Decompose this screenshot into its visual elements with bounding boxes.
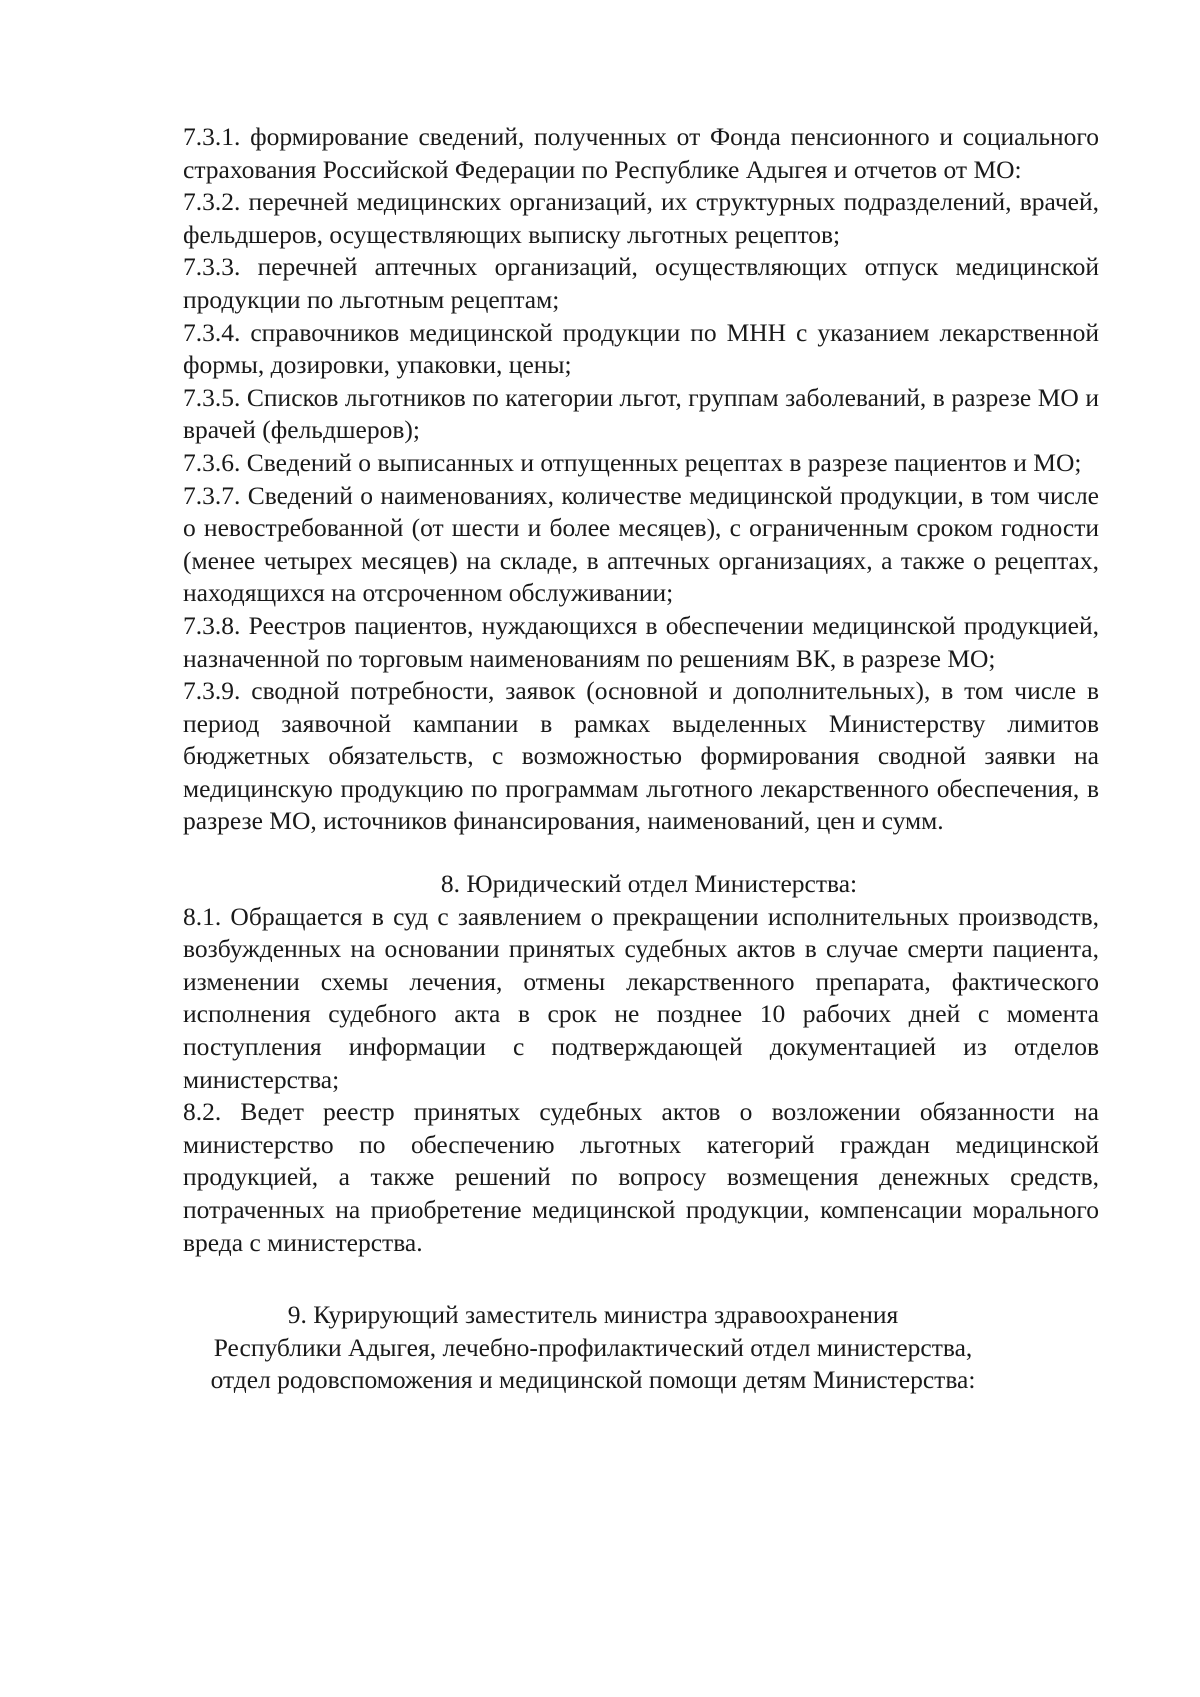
paragraph-8-2: 8.2. Ведет реестр принятых судебных актов о возложении обязанности на министерство по обеспечению льготных категорий граждан медицинской продукцией, а также решений по вопросу возмещения денежных средств, потраченных на приобретение медицинской продукции, компенсации морального вреда с министерства.: [183, 1097, 1099, 1257]
paragraph-7-3-4: 7.3.4. справочников медицинской продукции по МНН с указанием лекарственной формы, дозировки, упаковки, цены;: [183, 317, 1099, 380]
paragraph-8-1: 8.1. Обращается в суд с заявлением о прекращении исполнительных производств, возбужденных на основании принятых судебных актов в случае смерти пациента, изменении схемы лечения, отмены лекарственного препарата, фактического исполнения судебного акта в срок не позднее 10 рабочих дней с момента поступления информации с подтверждающей документацией из отделов министерства;: [183, 901, 1099, 1094]
paragraph-7-3-7: 7.3.7. Сведений о наименованиях, количестве медицинской продукции, в том числе о невостребованной (от шести и более месяцев), с ограниченным сроком годности (менее четырех месяцев) на складе, в аптечных организациях, а также о рецептах, находящихся на отсроченном обслуживании;: [183, 480, 1099, 608]
paragraph-7-3-6: 7.3.6. Сведений о выписанных и отпущенных рецептах в разрезе пациентов и МО;: [183, 447, 1082, 477]
paragraph-7-3-9: 7.3.9. сводной потребности, заявок (основной и дополнительных), в том числе в период заявочной кампании в рамках выделенных Министерству лимитов бюджетных обязательств, с возможностью формирования сводной заявки на медицинскую продукцию по программам льготного лекарственного обеспечения, в разрезе МО, источников финансирования, наименований, цен и сумм.: [183, 676, 1099, 836]
document-body: [183, 121, 1099, 1397]
paragraph-7-3-1: 7.3.1. формирование сведений, полученных от Фонда пенсионного и социального страхования Российской Федерации по Республике Адыгея и отчетов от МО:: [183, 122, 1099, 184]
section-9-heading-line: 9. Курирующий заместитель министра здравоохранения: [287, 1300, 899, 1330]
section-spacer: [183, 838, 1099, 868]
paragraph-7-3-2: 7.3.2. перечней медицинских организаций, их структурных подразделений, врачей, фельдшеров, осуществляющих выписку льготных рецептов;: [183, 187, 1099, 249]
section-9-heading-line: отдел родовспоможения и медицинской помощи детям Министерства:: [210, 1365, 976, 1395]
paragraph-7-3-3: 7.3.3. перечней аптечных организаций, осуществляющих отпуск медицинской продукции по льготным рецептам;: [183, 252, 1099, 314]
section-8-heading: 8. Юридический отдел Министерства:: [440, 869, 858, 899]
section-9-heading-line: Республики Адыгея, лечебно-профилактический отдел министерства,: [213, 1332, 973, 1362]
section-9-heading: [143, 1299, 1043, 1397]
paragraph-7-3-5: 7.3.5. Списков льготников по категории льгот, группам заболеваний, в разрезе МО и врачей (фельдшеров);: [183, 382, 1099, 445]
paragraph-7-3-8: 7.3.8. Реестров пациентов, нуждающихся в обеспечении медицинской продукцией, назначенной по торговым наименованиям по решениям ВК, в разрезе МО;: [183, 610, 1099, 673]
section-spacer: [183, 1259, 1099, 1299]
